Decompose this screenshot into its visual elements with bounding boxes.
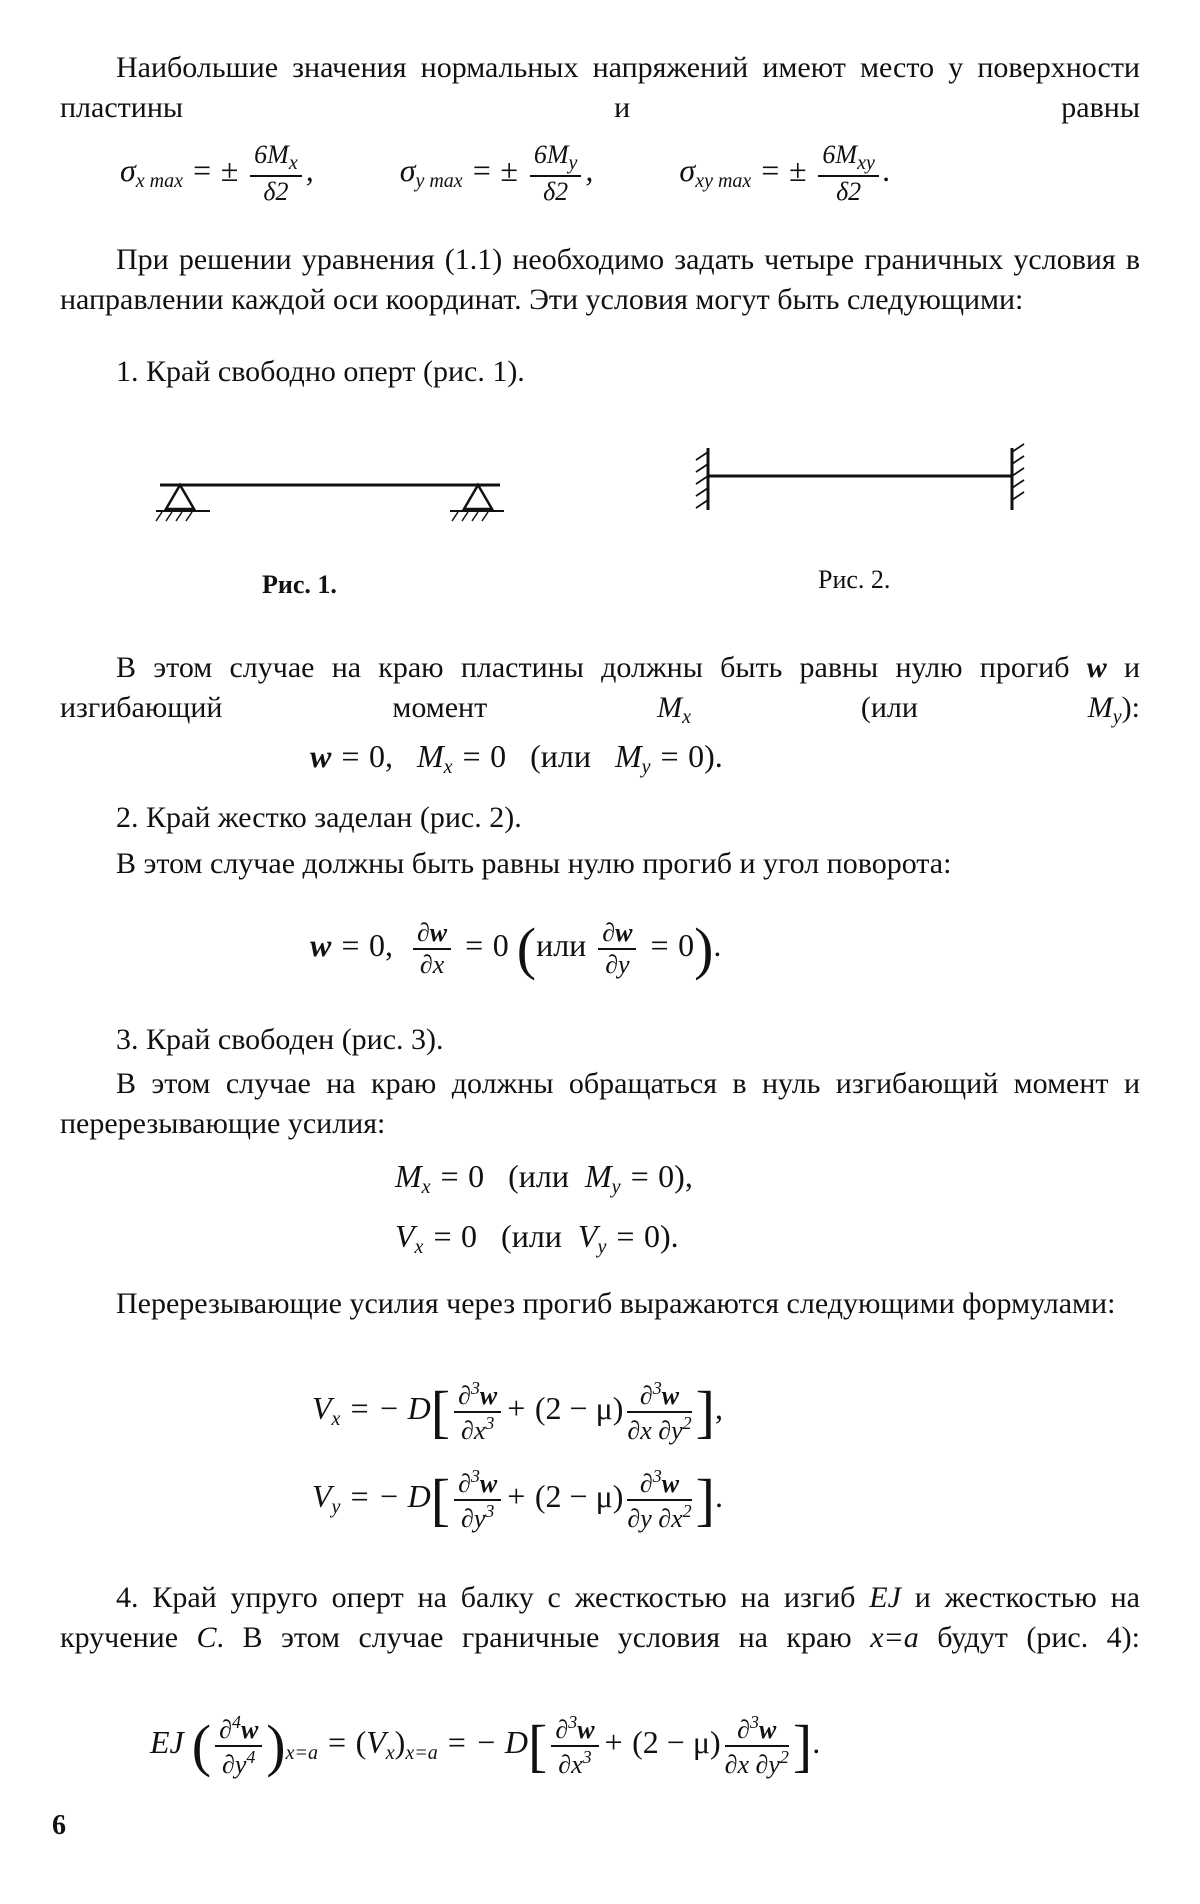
figure-2-caption: Рис. 2. [818, 565, 891, 594]
figure-1-simply-supported-beam [150, 455, 510, 525]
paragraph-elastic-support: 4. Край упруго оперт на балку с жесткостью на изгиб EJ и жесткостью на кручение C. В этом случае граничные условия на краю x=a будут (рис. 4): [60, 1581, 1140, 1654]
paragraph-stresses-intro: Наибольшие значения нормальных напряжений имеют место у поверхности пластины и равны [60, 51, 1140, 124]
figure-2-clamped-beam [690, 440, 1030, 520]
formula-simply-supported: w = 0, $M_x = 0$ (или $M_y = 0$). [310, 738, 723, 778]
formula-elastic-support: EJ ( $\frac{\partial^4w}{\partial y^4}$ )$_{x=a} = (V_x)_{x=a}$ = − D[ $\frac{\partial^3w}{\partial x^3}$ + (2 − μ) $\frac{\partial^3w}{\partial x \partial y^2}$ ]. [150, 1712, 821, 1779]
item-2-clamped: 2. Край жестко заделан (рис. 2). [116, 801, 522, 834]
page-number: 6 [52, 1810, 66, 1841]
formula-vy: $V_y$ = − D[ $\frac{\partial^3w}{\partial y^3}$ + (2 − μ) $\frac{\partial^3w}{\partial y \partial x^2}$ ]. [312, 1466, 723, 1533]
item-3-free: 3. Край свободен (рис. 3). [116, 1023, 444, 1056]
formula-sigma-max: $\sigma_{x max}$ = ± $\frac{6M_x}{\delta 2}$ , $\sigma_{y max}$ = ± $\frac{6M_y}{\delta 2}$ , $\sigma_{xy max}$ = ± $6M_{xy}$ δ2 . [120, 140, 891, 206]
formula-free-shear: $V_x = 0$ (или $V_y = 0$). [395, 1218, 679, 1258]
paragraph-clamped-case: В этом случае должны быть равны нулю прогиб и угол поворота: [116, 847, 952, 880]
formula-free-moment: $M_x = 0$ (или $M_y = 0$), [395, 1158, 693, 1198]
formula-clamped: w = 0, $\frac{\partial w}{\partial x}$ = 0 (или $\frac{\partial w}{\partial y}$ = 0). [310, 915, 722, 981]
item-1-simply-supported: 1. Край свободно оперт (рис. 1). [116, 355, 525, 388]
paragraph-boundary-conditions: При решении уравнения (1.1) необходимо задать четыре граничных условия в направлении каждой оси координат. Эти условия могут быть следующими: [60, 243, 1140, 316]
paragraph-simply-supported-case: В этом случае на краю пластины должны быть равны нулю прогиб w и изгибающий момент $M_x$ (или $M_y$): [60, 651, 1140, 728]
formula-vx: $V_x$ = − D[ $\frac{\partial^3w}{\partial x^3}$ + (2 − μ) $\frac{\partial^3w}{\partial x \partial y^2}$ ], [312, 1378, 723, 1445]
paragraph-free-case: В этом случае на краю должны обращаться в нуль изгибающий момент и перерезывающие усилия: [60, 1067, 1140, 1140]
figure-1-caption: Рис. 1. [262, 570, 337, 599]
paragraph-shear-forces: Перерезывающие усилия через прогиб выражаются следующими формулами: [116, 1287, 1116, 1320]
